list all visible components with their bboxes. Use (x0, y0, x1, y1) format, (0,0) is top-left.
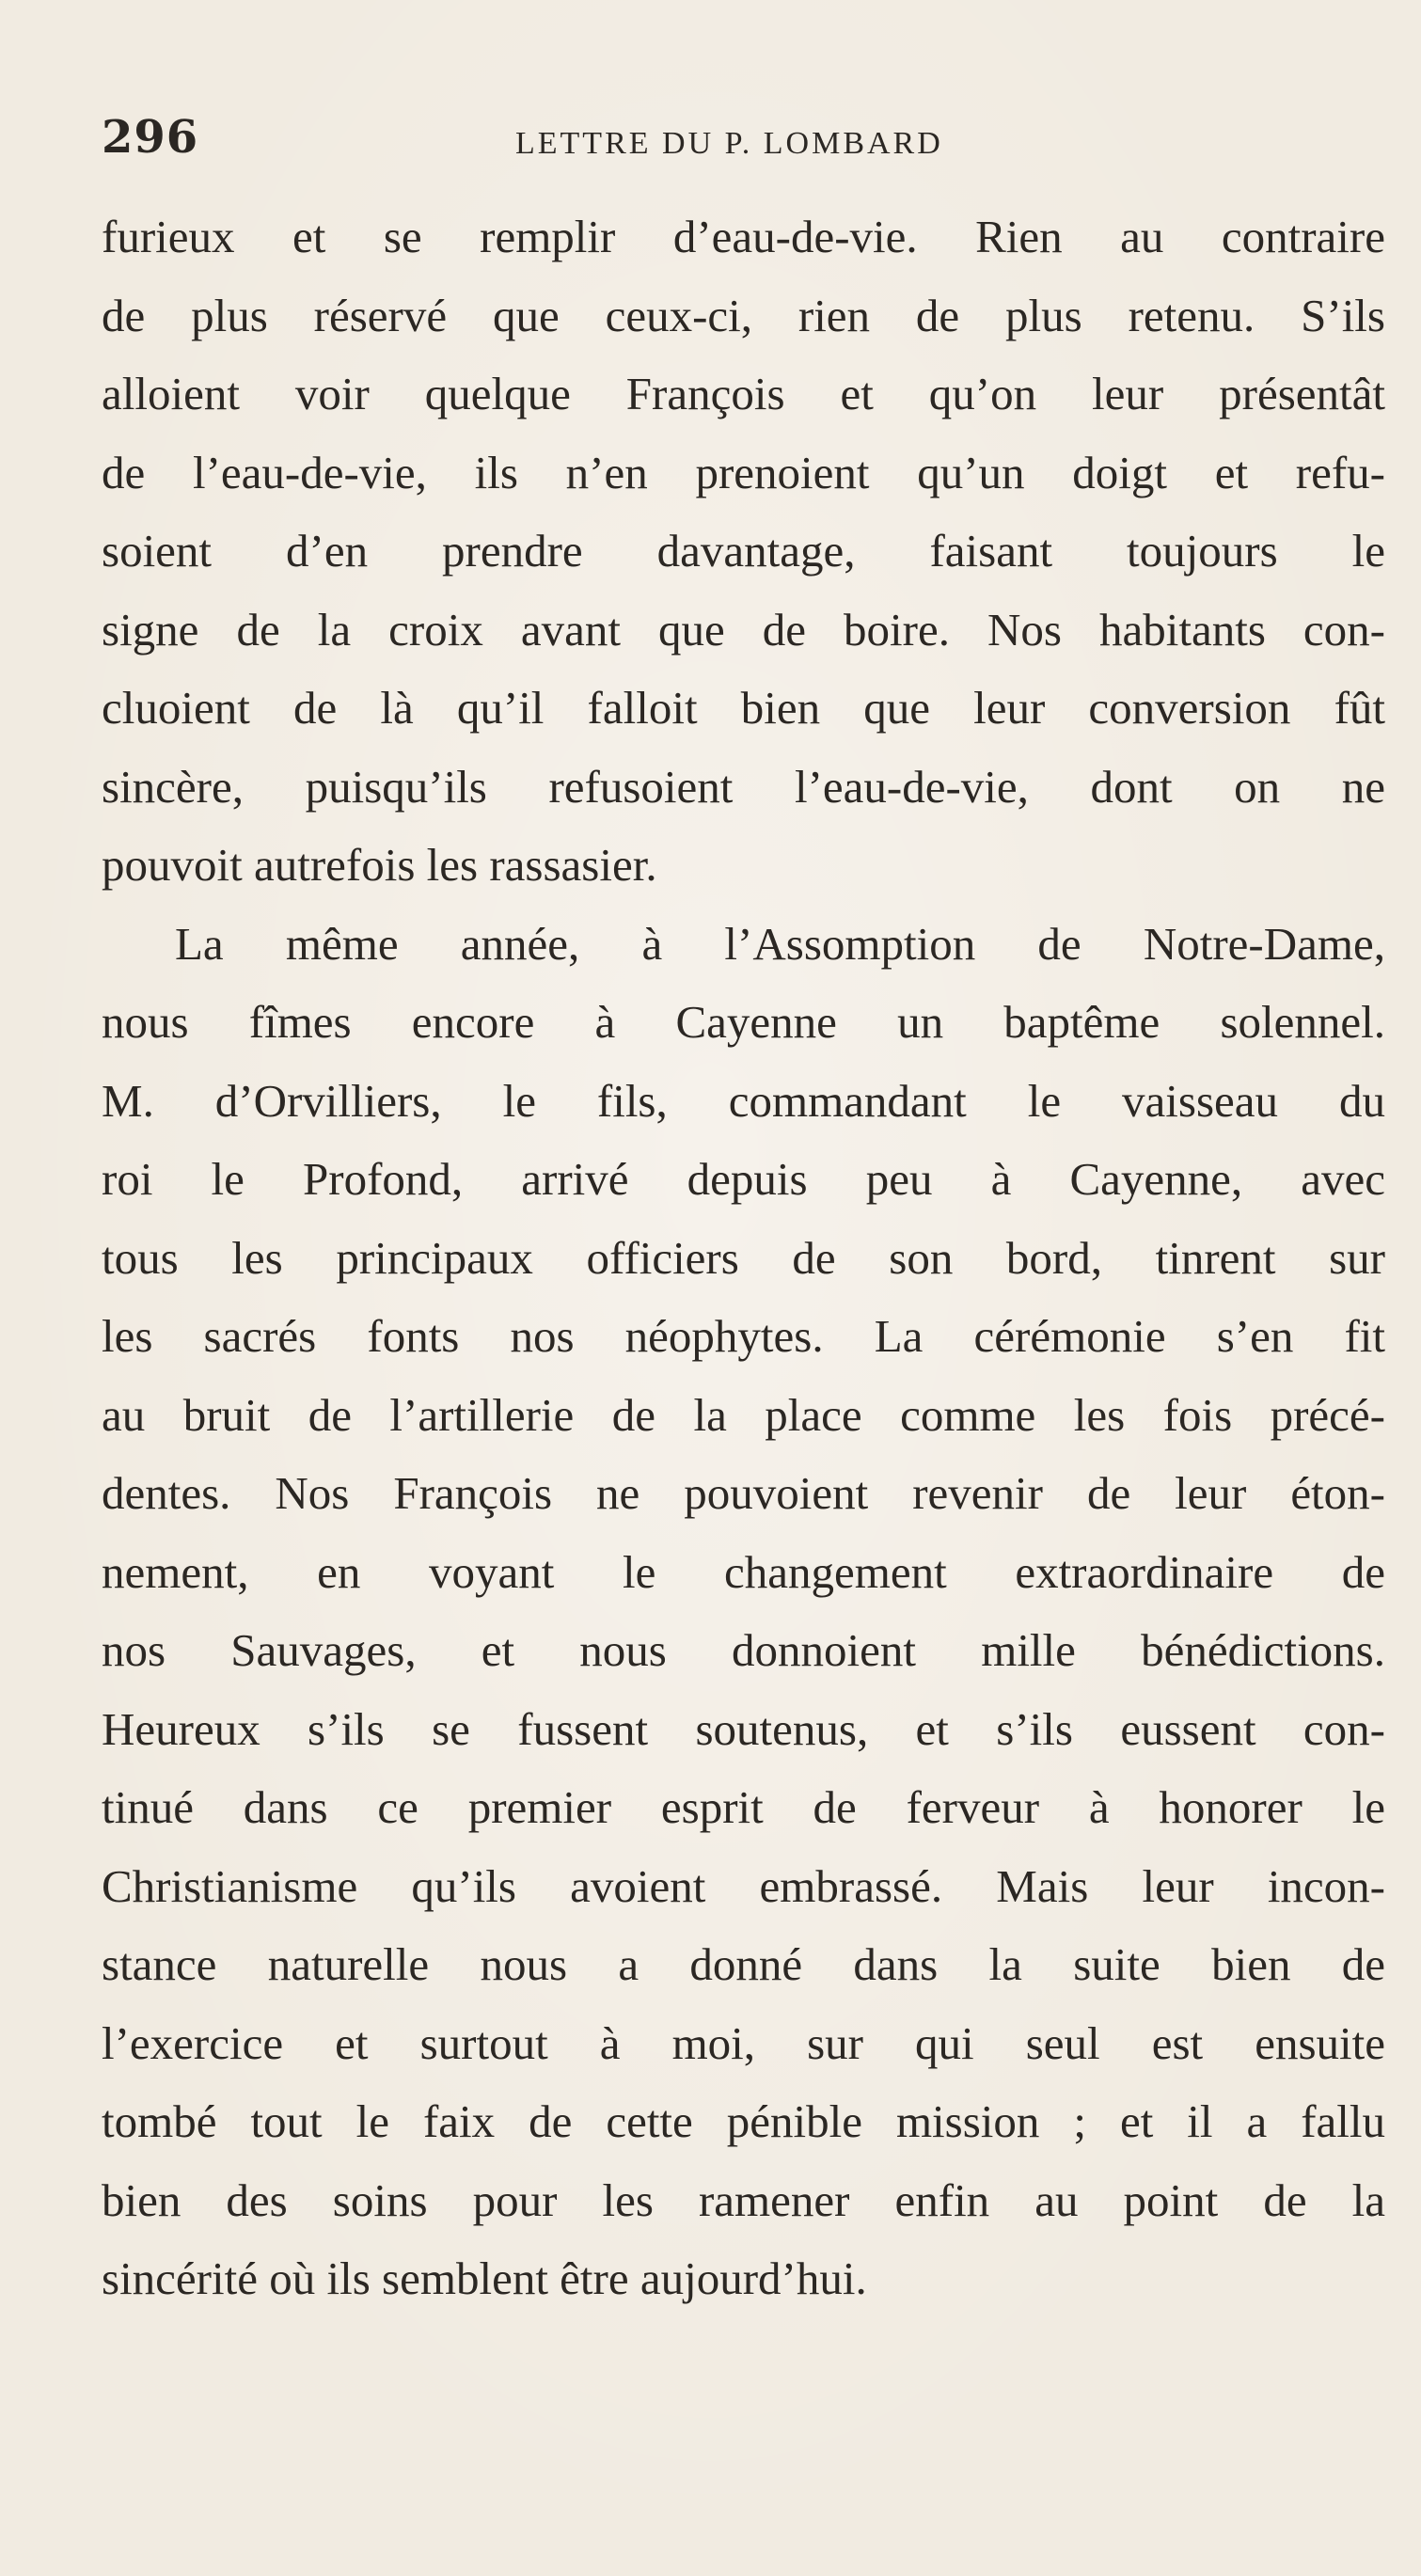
text-line: sincérité où ils semblent être aujourd’hui. (102, 2252, 867, 2304)
running-head: LETTRE DU P. LOMBARD (515, 126, 943, 161)
text-line: signe de la croix avant que de boire. Nos habitants con- (102, 603, 1385, 656)
text-line: Christianisme qu’ils avoient embrassé. Mais leur incon- (102, 1859, 1385, 1912)
body-text (102, 198, 1385, 2318)
text-line: stance naturelle nous a donné dans la suite bien de (102, 1938, 1385, 1990)
text-line: au bruit de l’artillerie de la place comme les fois précé- (102, 1388, 1385, 1441)
text-line: tous les principaux officiers de son bord, tinrent sur (102, 1231, 1385, 1284)
text-line: nement, en voyant le changement extraordinaire de (102, 1545, 1385, 1598)
text-line: Heureux s’ils se fussent soutenus, et s’ils eussent con- (102, 1702, 1385, 1755)
text-line: bien des soins pour les ramener enfin au point de la (102, 2173, 1385, 2226)
text-line: soient d’en prendre davantage, faisant toujours le (102, 525, 1385, 577)
text-line: sincère, puisqu’ils refusoient l’eau-de-vie, dont on ne (102, 760, 1385, 813)
text-line: tinué dans ce premier esprit de ferveur à honorer le (102, 1781, 1385, 1833)
text-line: nos Sauvages, et nous donnoient mille bénédictions. (102, 1624, 1385, 1676)
text-line: nous fîmes encore à Cayenne un baptême solennel. (102, 996, 1385, 1048)
text-line: tombé tout le faix de cette pénible mission ; et il a fallu (102, 2095, 1385, 2147)
page-number: 296 (102, 111, 199, 164)
page-header (102, 111, 1387, 167)
text-line: de plus réservé que ceux-ci, rien de plus retenu. S’ils (102, 289, 1385, 341)
text-line: M. d’Orvilliers, le fils, commandant le vaisseau du (102, 1074, 1385, 1127)
text-line: furieux et se remplir d’eau-de-vie. Rien au contraire (102, 211, 1385, 262)
text-line: cluoient de là qu’il falloit bien que leur conversion fût (102, 682, 1385, 734)
text-line: les sacrés fonts nos néophytes. La cérémonie s’en fit (102, 1310, 1385, 1362)
text-line: l’exercice et surtout à moi, sur qui seul est ensuite (102, 2016, 1385, 2069)
text-line: de l’eau-de-vie, ils n’en prenoient qu’un doigt et refu- (102, 446, 1385, 498)
text-line: dentes. Nos François ne pouvoient revenir de leur éton- (102, 1467, 1385, 1519)
text-line: La même année, à l’Assomption de Notre-Dame, (175, 917, 1385, 970)
text-line: alloient voir quelque François et qu’on leur présentât (102, 368, 1385, 419)
text-line: roi le Profond, arrivé depuis peu à Cayenne, avec (102, 1153, 1385, 1205)
text-line: pouvoit autrefois les rassasier. (102, 839, 657, 891)
